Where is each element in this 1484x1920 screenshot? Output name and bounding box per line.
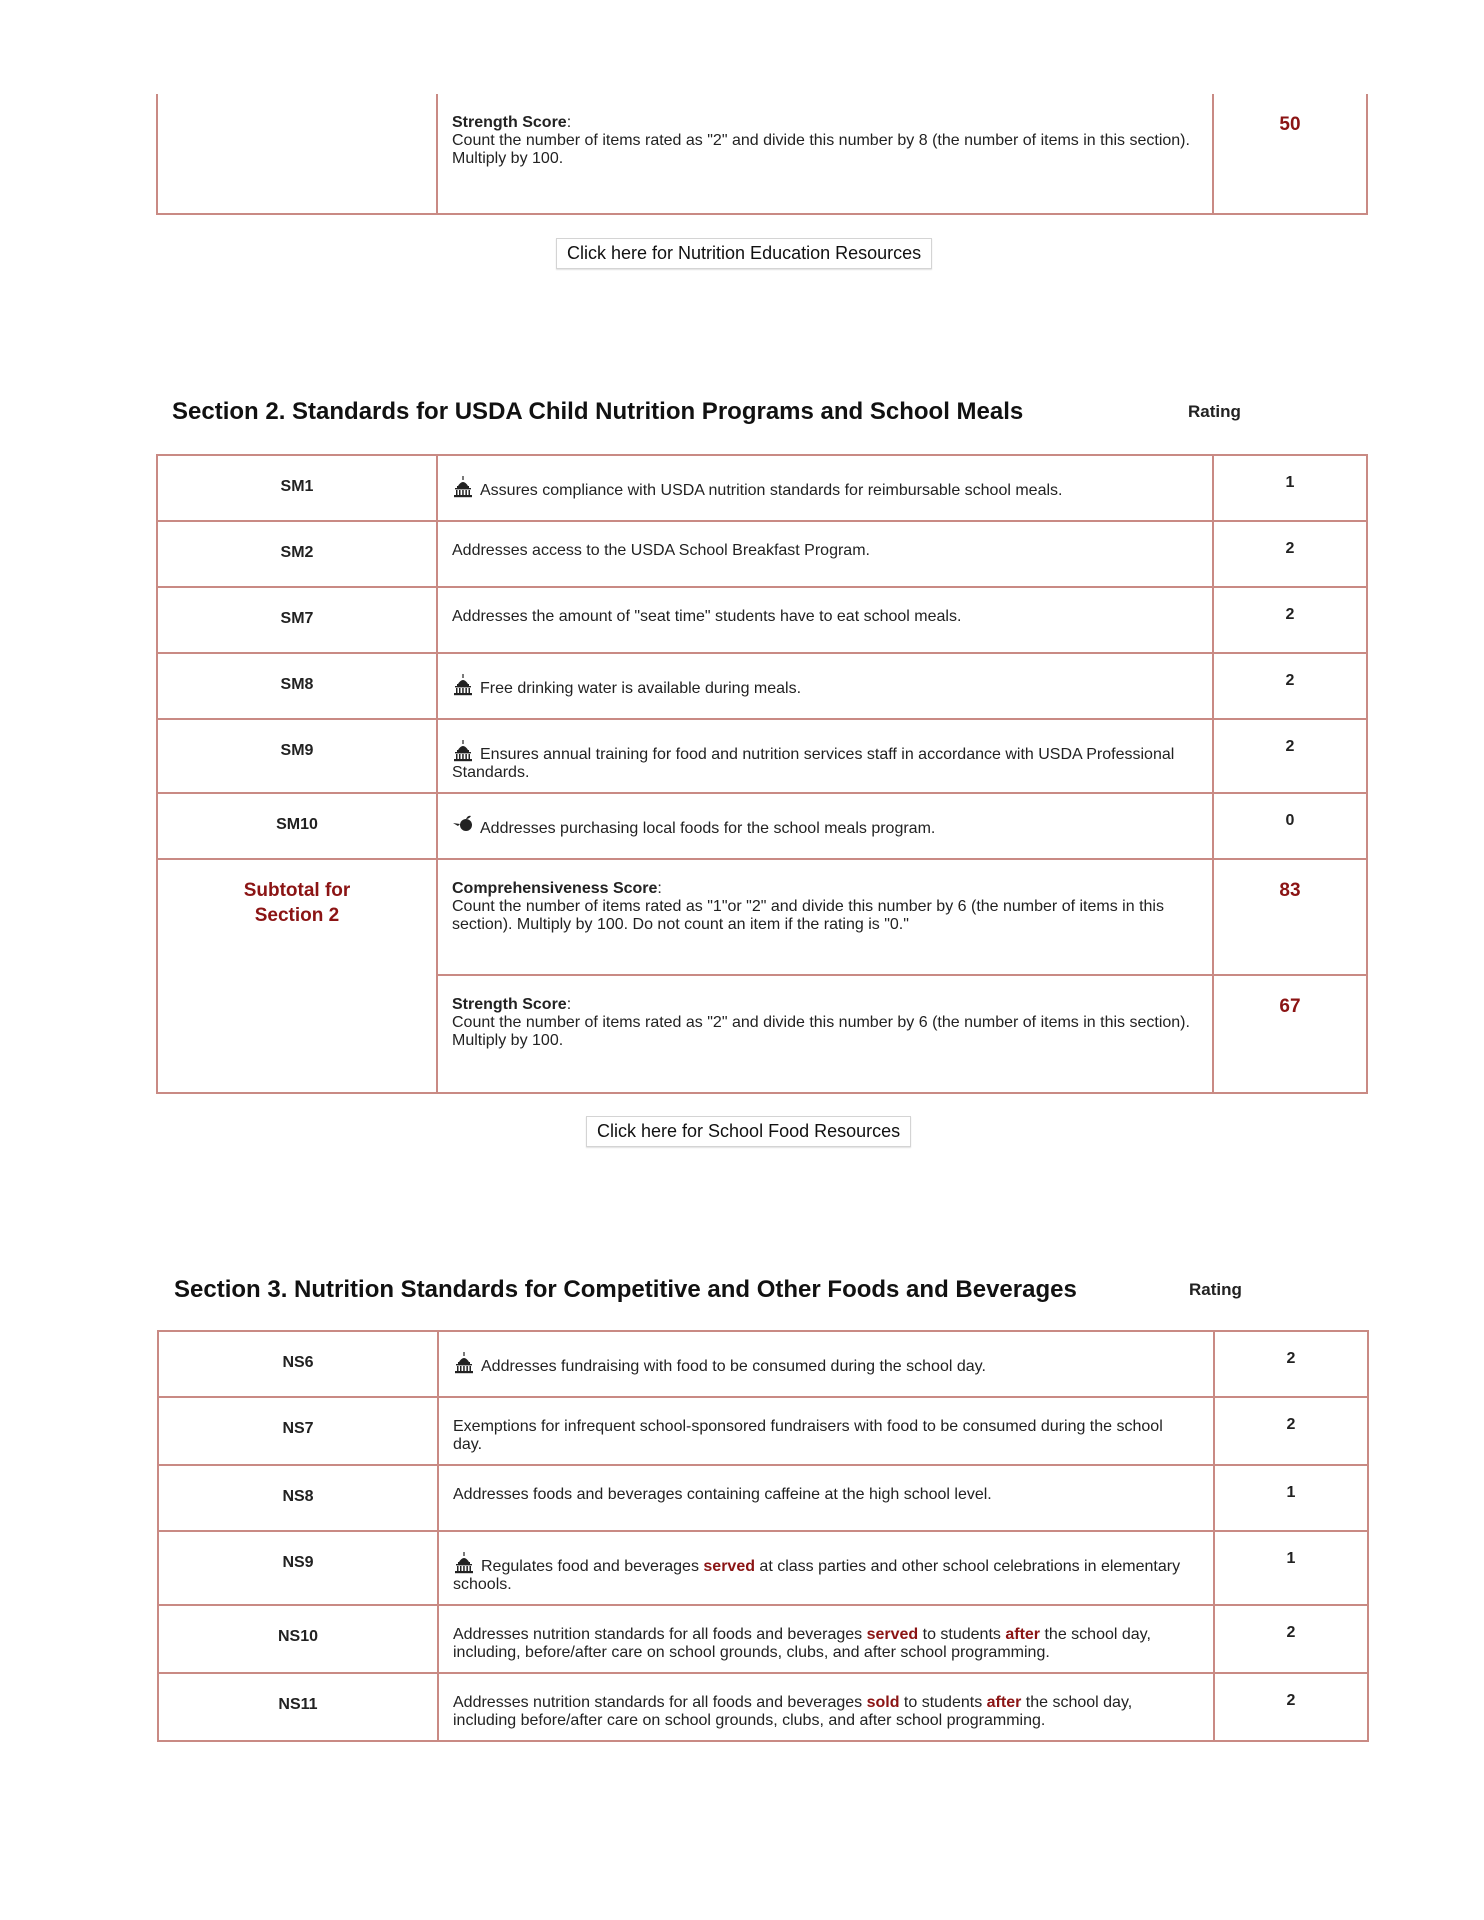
row-description: [437, 793, 1213, 859]
table-row: [158, 1673, 1368, 1741]
row-rating: 2: [1213, 587, 1367, 653]
highlight-text: served: [866, 1626, 919, 1643]
capitol-icon: [453, 1352, 475, 1374]
row-description: [438, 1465, 1214, 1531]
row-description: [437, 719, 1213, 793]
row-text: to students: [899, 1694, 987, 1711]
row-rating: 1: [1214, 1531, 1368, 1605]
row-code: SM1: [157, 455, 437, 521]
row-text: Addresses nutrition standards for all foods and beverages: [453, 1694, 867, 1711]
row-description: [437, 587, 1213, 653]
subtotal-row: [157, 859, 1367, 975]
row-text: Addresses purchasing local foods for the school meals program.: [480, 820, 936, 837]
row-description: [438, 1531, 1214, 1605]
comprehensiveness-description: Comprehensiveness Score: Count the number of items rated as "1"or "2" and divide this number by 6 (the number of items in this section). Multiply by 100. Do not count an item if the rating is "0.": [437, 859, 1213, 975]
row-code: SM9: [157, 719, 437, 793]
section2-table: [156, 454, 1368, 1094]
row-code: NS11: [158, 1673, 438, 1741]
row-rating: 2: [1213, 521, 1367, 587]
row-rating: 2: [1214, 1673, 1368, 1741]
row-description: [438, 1673, 1214, 1741]
section2-subtotal-label: [157, 859, 437, 1093]
section1-subtotal-cell: [157, 94, 437, 214]
row-rating: 1: [1214, 1465, 1368, 1531]
table-row: [157, 719, 1367, 793]
table-row: [157, 587, 1367, 653]
row-description: [437, 653, 1213, 719]
row-code: NS9: [158, 1531, 438, 1605]
section3-title: Section 3. Nutrition Standards for Competitive and Other Foods and Beverages: [174, 1276, 1077, 1303]
row-code: NS10: [158, 1605, 438, 1673]
highlight-text: sold: [866, 1694, 900, 1711]
section2-rating-header: Rating: [1188, 402, 1241, 421]
school-food-resources-button[interactable]: Click here for School Food Resources: [586, 1116, 911, 1147]
table-row: [158, 1331, 1368, 1397]
section1-strength-table: [156, 94, 1368, 215]
strength-score-title: Strength Score: [452, 996, 567, 1013]
row-code: NS8: [158, 1465, 438, 1531]
row-text: Addresses access to the USDA School Breakfast Program.: [452, 542, 870, 559]
row-code: NS6: [158, 1331, 438, 1397]
row-rating: 2: [1214, 1397, 1368, 1465]
row-rating: 2: [1214, 1331, 1368, 1397]
nutrition-education-resources-button[interactable]: Click here for Nutrition Education Resources: [556, 238, 932, 269]
row-text: Regulates food and beverages: [481, 1558, 704, 1575]
strength-score-text: Count the number of items rated as "2" and divide this number by 6 (the number of items in this section). Multiply by 100.: [452, 1014, 1190, 1049]
row-text: Addresses foods and beverages containing caffeine at the high school level.: [453, 1486, 992, 1503]
row-text: Assures compliance with USDA nutrition standards for reimbursable school meals.: [480, 482, 1063, 499]
strength-score-text: Count the number of items rated as "2" and divide this number by 8 (the number of items in this section). Multiply by 100.: [452, 132, 1190, 167]
row-description: [438, 1605, 1214, 1673]
table-row: [157, 455, 1367, 521]
row-text: the school day, including, before/after care on school grounds, clubs, and after school programming.: [453, 1626, 1151, 1661]
row-code: SM10: [157, 793, 437, 859]
comprehensiveness-value: 83: [1213, 859, 1367, 975]
table-row: [157, 793, 1367, 859]
row-text: Ensures annual training for food and nutrition services staff in accordance with USDA Professional Standards.: [452, 746, 1175, 781]
row-code: SM2: [157, 521, 437, 587]
capitol-icon: [453, 1552, 475, 1574]
row-code: SM7: [157, 587, 437, 653]
table-row: [158, 1531, 1368, 1605]
table-row: [158, 1397, 1368, 1465]
row-text: Addresses fundraising with food to be consumed during the school day.: [481, 1358, 986, 1375]
row-description: [438, 1331, 1214, 1397]
highlight-text: served: [703, 1558, 755, 1575]
row-text: Free drinking water is available during meals.: [480, 680, 802, 697]
highlight-text: after: [1005, 1626, 1041, 1643]
section1-strength-value: 50: [1213, 94, 1367, 214]
section3-rating-header: Rating: [1189, 1280, 1242, 1299]
row-rating: 0: [1213, 793, 1367, 859]
section3-table: [157, 1330, 1369, 1742]
section1-strength-description: Strength Score: Count the number of items rated as "2" and divide this number by 8 (the number of items in this section). Multiply by 100.: [437, 94, 1213, 214]
section2-title: Section 2. Standards for USDA Child Nutrition Programs and School Meals: [172, 398, 1024, 425]
strength-score-title: Strength Score: [452, 114, 567, 131]
row-text: Addresses the amount of "seat time" students have to eat school meals.: [452, 608, 962, 625]
row-text: Addresses nutrition standards for all foods and beverages: [453, 1626, 867, 1643]
row-text: the school day, including before/after care on school grounds, clubs, and after school programming.: [453, 1694, 1133, 1729]
row-rating: 2: [1214, 1605, 1368, 1673]
row-text: Exemptions for infrequent school-sponsored fundraisers with food to be consumed during the school day.: [453, 1418, 1163, 1453]
row-rating: 2: [1213, 719, 1367, 793]
comprehensiveness-text: Count the number of items rated as "1"or "2" and divide this number by 6 (the number of items in this section). Multiply by 100. Do not count an item if the rating is "0.": [452, 898, 1164, 933]
table-row: [157, 653, 1367, 719]
table-row: [158, 1605, 1368, 1673]
strength-description: Strength Score: Count the number of items rated as "2" and divide this number by 6 (the number of items in this section). Multiply by 100.: [437, 975, 1213, 1093]
row-text: to students: [918, 1626, 1006, 1643]
row-text: at class parties and other school celebrations in elementary schools.: [453, 1558, 1181, 1593]
row-description: [438, 1397, 1214, 1465]
capitol-icon: [452, 674, 474, 696]
apple-icon: [452, 814, 474, 836]
capitol-icon: [452, 740, 474, 762]
row-description: [437, 521, 1213, 587]
capitol-icon: [452, 476, 474, 498]
row-code: SM8: [157, 653, 437, 719]
table-row: [158, 1465, 1368, 1531]
strength-value: 67: [1213, 975, 1367, 1093]
row-code: NS7: [158, 1397, 438, 1465]
row-description: [437, 455, 1213, 521]
subtotal-text: Subtotal for Section 2: [243, 880, 351, 926]
highlight-text: after: [986, 1694, 1022, 1711]
comprehensiveness-title: Comprehensiveness Score: [452, 880, 658, 897]
row-rating: 2: [1213, 653, 1367, 719]
table-row: [157, 521, 1367, 587]
row-rating: 1: [1213, 455, 1367, 521]
